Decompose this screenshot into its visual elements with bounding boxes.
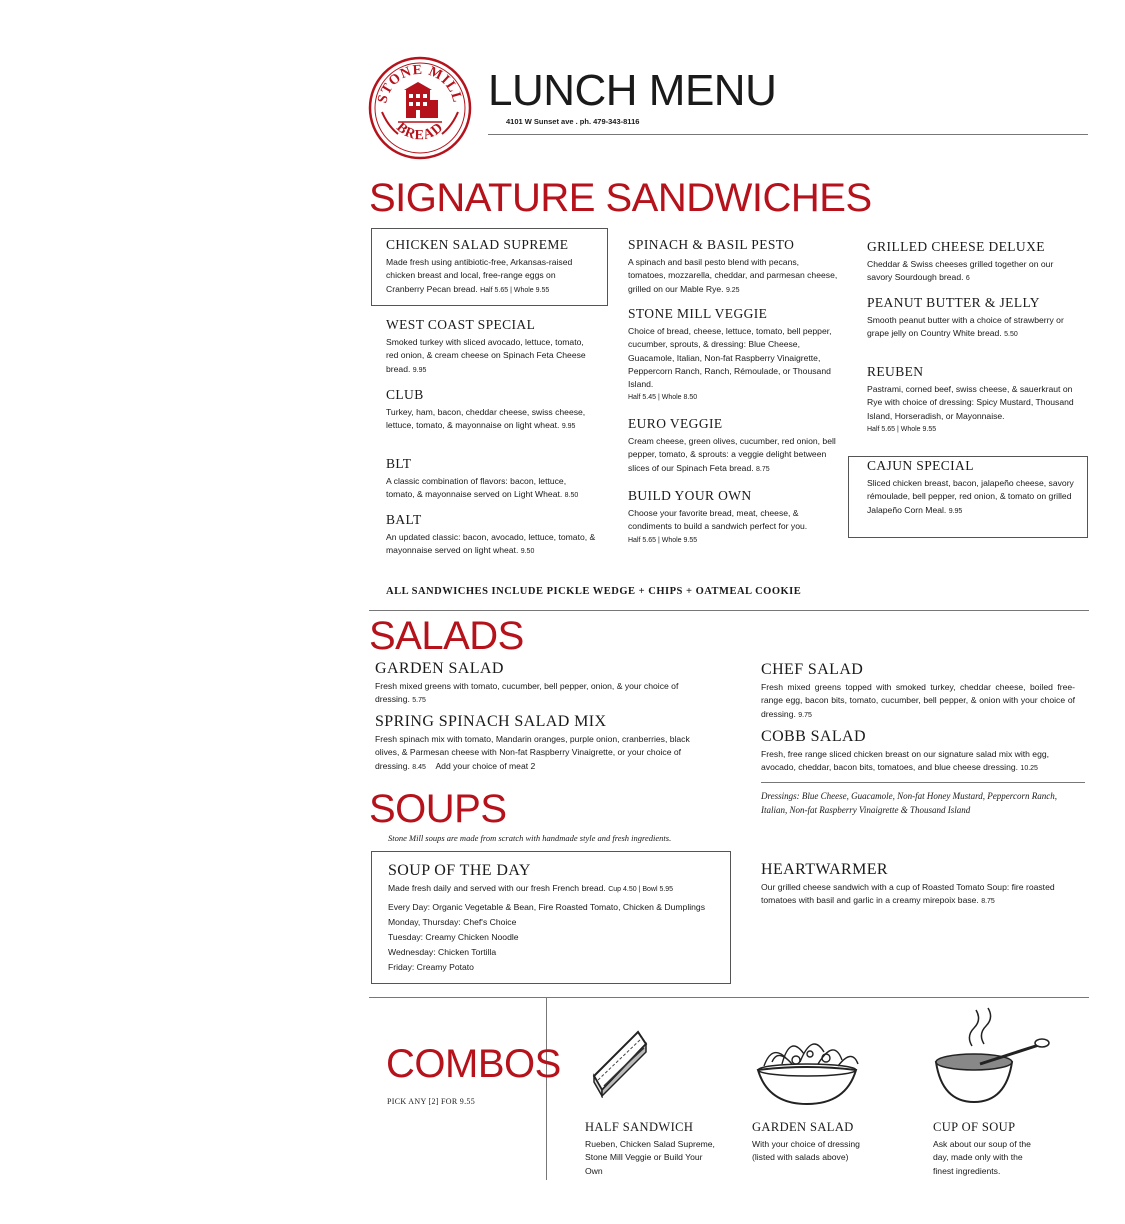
schedule-line: Friday: Creamy Potato (388, 962, 474, 973)
combos-title: COMBOS (386, 1042, 561, 1086)
sandwich-item (628, 306, 838, 416)
item-desc: Fresh mixed greens topped with smoked turkey, cheddar cheese, boiled free-range egg, bacon bits, tomato, cucumber, bell pepper, & onion with your choice of dressing. 9.75 (761, 682, 1075, 719)
header-divider (488, 134, 1088, 135)
combo-item (933, 1120, 1043, 1178)
item-desc: Cream cheese, green olives, cucumber, red onion, bell pepper, tomato, & sprouts: a veggie delight between slices of our Spinach Feta bread. 8.75 (628, 436, 836, 473)
sandwich-item (386, 317, 596, 387)
combo-item (585, 1120, 715, 1178)
item-name: STONE MILL VEGGIE (628, 306, 768, 321)
salads-title: SALADS (369, 614, 524, 658)
sandwiches-title: SIGNATURE SANDWICHES (369, 176, 872, 220)
combos-subtitle: PICK ANY [2] FOR 9.55 (387, 1097, 476, 1106)
item-name: CHICKEN SALAD SUPREME (386, 237, 569, 252)
combo-item (752, 1120, 862, 1165)
item-desc: Choice of bread, cheese, lettuce, tomato, bell pepper, cucumber, sprouts, & dressing: Blue Cheese, Guacamole, Italian, Non-fat Raspberry Vinaigrette, Peppercorn Ranch, Ranch, Rémoulade, or Thousand Island. (628, 326, 832, 390)
item-name: COBB SALAD (761, 728, 866, 745)
svg-text:BREAD: BREAD (393, 119, 447, 144)
sandwich-item (867, 295, 1077, 364)
item-name: CAJUN SPECIAL (867, 458, 974, 473)
dressings-divider (761, 782, 1085, 783)
schedule-line: Tuesday: Creamy Chicken Noodle (388, 932, 519, 943)
item-price: Half 5.65 | Whole 9.55 (867, 425, 937, 433)
soups-subtitle: Stone Mill soups are made from scratch with handmade style and fresh ingredients. (388, 833, 672, 843)
sandwich-item (386, 456, 596, 512)
item-name: BUILD YOUR OWN (628, 488, 752, 503)
salad-item (761, 661, 1075, 728)
combo-desc: Rueben, Chicken Salad Supreme, Stone Mill Veggie or Build Your Own (585, 1139, 715, 1176)
item-name: GARDEN SALAD (375, 660, 504, 677)
salad-item (375, 660, 715, 713)
combo-name: GARDEN SALAD (752, 1120, 854, 1134)
item-name: BLT (386, 456, 412, 471)
sandwiches-divider (369, 610, 1089, 611)
item-desc: Made fresh daily and served with our fresh French bread. Cup 4.50 | Bowl 5.95 (388, 883, 674, 893)
item-name: REUBEN (867, 364, 924, 379)
sandwich-item (386, 512, 596, 559)
item-price: Half 5.45 | Whole 8.50 (628, 394, 698, 402)
item-desc: Turkey, ham, bacon, cheddar cheese, swiss cheese, lettuce, tomato, & mayonnaise on light wheat. 9.95 (386, 407, 586, 431)
item-name: CLUB (386, 387, 424, 402)
heartwarmer (761, 861, 1061, 909)
schedule-line: Monday, Thursday: Chef's Choice (388, 917, 517, 928)
combo-desc: Ask about our soup of the day, made only with the finest ingredients. (933, 1139, 1031, 1176)
sandwich-item (386, 237, 596, 317)
combo-name: CUP OF SOUP (933, 1120, 1016, 1134)
item-desc: Fresh mixed greens with tomato, cucumber, bell pepper, onion, & your choice of dressing. 5.75 (375, 681, 679, 705)
sandwich-col-2 (628, 237, 838, 547)
item-name: CHEF SALAD (761, 661, 864, 678)
soup-bowl-icon (932, 1006, 1052, 1108)
soups-divider (369, 997, 1089, 998)
salad-item (375, 713, 715, 774)
item-name: GRILLED CHEESE DELUXE (867, 239, 1045, 254)
item-desc: A spinach and basil pesto blend with pecans, tomatoes, mozzarella, cheddar, and parmesan cheese, grilled on our Mable Rye. 9.25 (628, 257, 838, 294)
item-desc: Made fresh using antibiotic-free, Arkansas-raised chicken breast and local, free-range eggs on Cranberry Pecan bread. Half 5.65 | Whole 9.55 (386, 257, 573, 294)
sandwich-icon (584, 1026, 656, 1098)
sandwich-col-3 (867, 239, 1077, 518)
page-title: LUNCH MENU (488, 66, 777, 115)
item-name: SOUP OF THE DAY (388, 862, 531, 879)
item-price: Half 5.65 | Whole 9.55 (628, 536, 698, 544)
item-desc: Sliced chicken breast, bacon, jalapeño cheese, savory rémoulade, bell pepper, red onion, & tomato on grilled Jalapeño Corn Meal. 9.95 (867, 478, 1074, 515)
salad-item (761, 728, 1075, 776)
address-phone: 4101 W Sunset ave . ph. 479-343-8116 (506, 117, 640, 126)
schedule-line: Every Day: Organic Vegetable & Bean, Fire Roasted Tomato, Chicken & Dumplings (388, 902, 706, 913)
combo-name: HALF SANDWICH (585, 1120, 694, 1134)
sandwich-item (628, 237, 838, 306)
item-desc: Cheddar & Swiss cheeses grilled together on our savory Sourdough bread. 6 (867, 259, 1054, 283)
item-name: BALT (386, 512, 422, 527)
sandwich-item (867, 239, 1077, 295)
sandwich-item (386, 387, 596, 456)
sandwiches-footnote: ALL SANDWICHES INCLUDE PICKLE WEDGE + CHIPS + OATMEAL COOKIE (386, 586, 802, 597)
dressings-note: Dressings: Blue Cheese, Guacamole, Non-fat Honey Mustard, Peppercorn Ranch, Italian, Non-fat Raspberry Vinaigrette & Thousand Island (761, 791, 1057, 815)
logo (368, 56, 472, 160)
item-desc: Pastrami, corned beef, swiss cheese, & sauerkraut on Rye with choice of dressing: Spicy Mustard, Thousand Island, Horseradish, or Mayonnaise. (867, 384, 1074, 421)
item-desc: Fresh, free range sliced chicken breast on our signature salad mix with egg, avocado, cheddar, bacon bits, tomatoes, and blue cheese dressing. 10.25 (761, 749, 1050, 773)
salad-bowl-icon (742, 1024, 872, 1108)
item-desc: A classic combination of flavors: bacon, lettuce, tomato, & mayonnaise served on Light Wheat. 8.50 (386, 476, 579, 500)
item-desc: Choose your favorite bread, meat, cheese, & condiments to build a sandwich perfect for you. (628, 508, 808, 532)
item-name: EURO VEGGIE (628, 416, 723, 431)
svg-text:STONE MILL: STONE MILL (375, 62, 465, 105)
item-name: SPINACH & BASIL PESTO (628, 237, 795, 252)
salads-left (375, 660, 715, 774)
soups-title: SOUPS (369, 787, 507, 831)
item-desc: Smooth peanut butter with a choice of strawberry or grape jelly on Country White bread. 5.50 (867, 315, 1064, 339)
sandwich-item (628, 416, 838, 488)
item-name: SPRING SPINACH SALAD MIX (375, 713, 607, 730)
item-desc: Fresh spinach mix with tomato, Mandarin oranges, purple onion, cranberries, black olives, & Parmesan cheese with Non-fat Raspberry Vinaigrette, or your choice of dressing. 8.45 Add your choice of meat 2 (375, 734, 690, 771)
sandwich-col-1 (386, 237, 596, 559)
item-name: HEARTWARMER (761, 861, 888, 878)
item-desc: An updated classic: bacon, avocado, lettuce, tomato, & mayonnaise served on light wheat. 9.50 (386, 532, 596, 556)
item-desc: Our grilled cheese sandwich with a cup of Roasted Tomato Soup: fire roasted tomatoes with basil and garlic in a creamy mirepoix base. 8.75 (761, 882, 1055, 906)
item-desc: Smoked turkey with sliced avocado, lettuce, tomato, red onion, & cream cheese on Spinach Feta Cheese bread. 9.95 (386, 337, 586, 374)
stone-mill-logo-icon (368, 56, 472, 160)
salads-right (761, 661, 1075, 776)
item-name: WEST COAST SPECIAL (386, 317, 536, 332)
combo-desc: With your choice of dressing (listed with salads above) (752, 1139, 860, 1163)
sandwich-item (867, 458, 1077, 518)
soup-of-day (388, 862, 728, 975)
item-name: PEANUT BUTTER & JELLY (867, 295, 1040, 310)
sandwich-item (867, 364, 1077, 458)
sandwich-item (628, 488, 838, 547)
combos-vertical-divider (546, 997, 547, 1180)
schedule-line: Wednesday: Chicken Tortilla (388, 947, 497, 958)
